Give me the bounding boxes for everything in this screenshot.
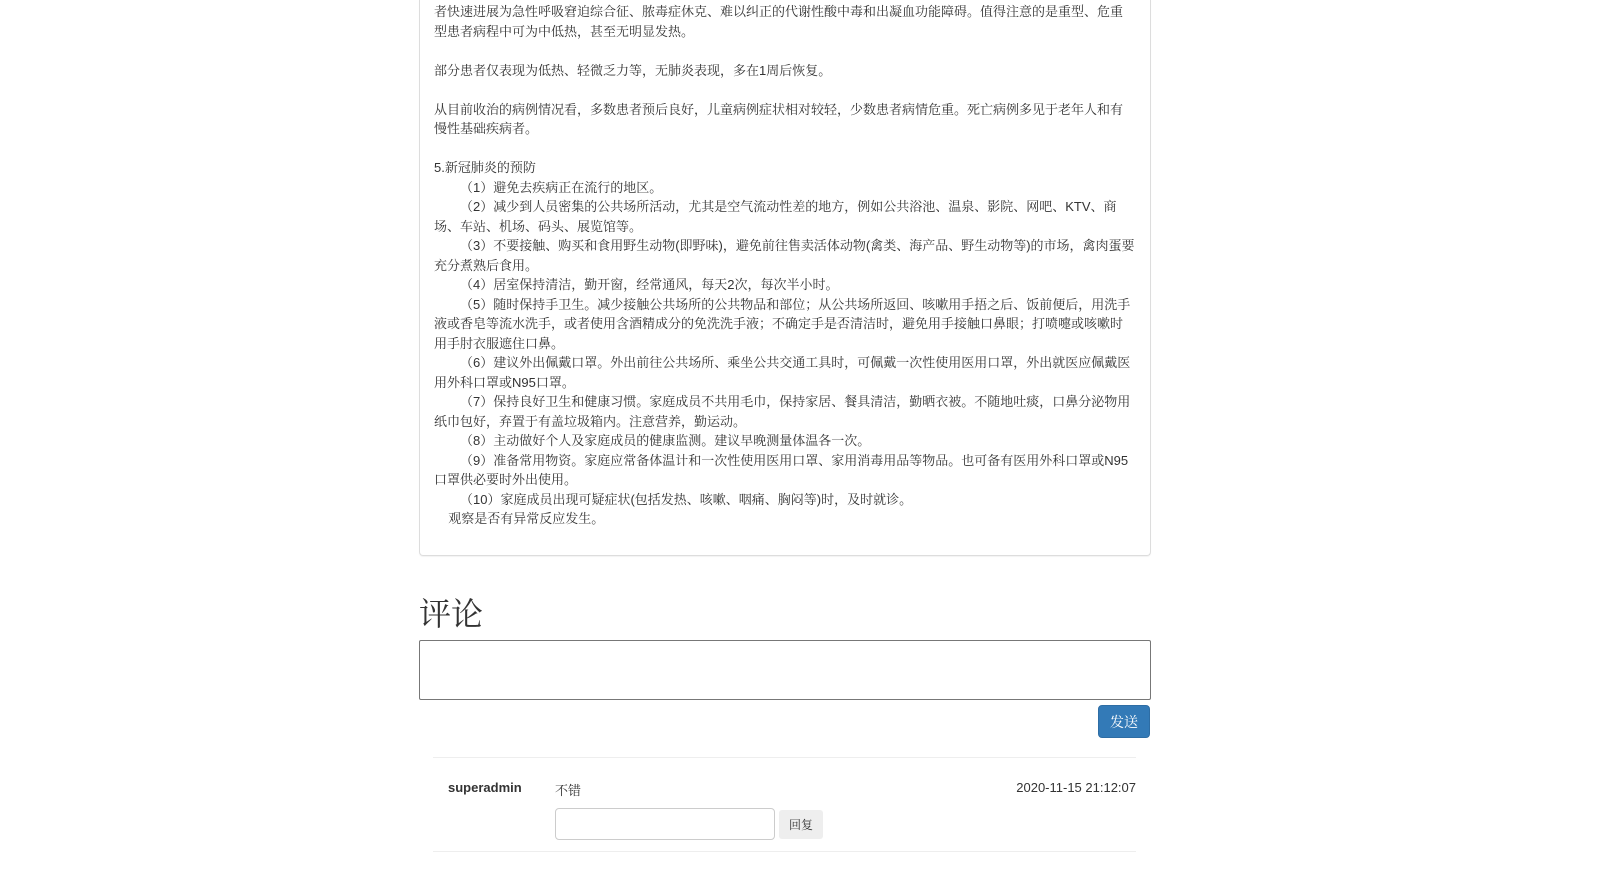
prevention-item: （1）避免去疾病正在流行的地区。 [460,179,663,195]
article-panel [419,0,1151,556]
prevention-item: （9）准备常用物资。家庭应常备体温计和一次性使用医用口罩、家用消毒用品等物品。也可备有医用外科口罩或N95口罩供必要时外出使用。 [434,452,1129,487]
page-container [419,0,1151,832]
comment-author: superadmin [448,780,522,795]
prevention-heading: 5.新冠肺炎的预防 [434,160,536,175]
divider [433,757,1136,758]
comment-text: 不错 [555,783,582,798]
comment-input[interactable] [419,640,1151,700]
reply-button[interactable]: 回复 [779,810,823,839]
prevention-item: （3）不要接触、购买和食用野生动物(即野味)，避免前往售卖活体动物(禽类、海产品、野生动物等)的市场，禽肉蛋要充分煮熟后食用。 [434,238,1135,273]
article-paragraph: 部分患者仅表现为低热、轻微乏力等，无肺炎表现，多在1周后恢复。 [434,62,832,78]
prevention-item: （6）建议外出佩戴口罩。外出前往公共场所、乘坐公共交通工具时，可佩戴一次性使用医用口罩，外出就医应佩戴医用外科口罩或N95口罩。 [434,355,1131,390]
prevention-item: （2）减少到人员密集的公共场所活动，尤其是空气流动性差的地方，例如公共浴池、温泉、影院、网吧、KTV、商场、车站、机场、码头、展览馆等。 [434,199,1117,234]
article-paragraph: 从目前收治的病例情况看，多数患者预后良好，儿童病例症状相对较轻，少数患者病情危重。死亡病例多见于老年人和有慢性基础疾病者。 [434,101,1124,136]
comment-time: 2020-11-15 21:12:07 [1016,780,1136,795]
article-body [434,0,1135,529]
comments-title: 评论 [419,596,484,632]
prevention-item: （5）随时保持手卫生。减少接触公共场所的公共物品和部位；从公共场所返回、咳嗽用手捂之后、饭前便后，用洗手液或香皂等流水洗手，或者使用含酒精成分的免洗洗手液；不确定手是否清洁时，避免用手接触口鼻眼；打喷嚏或咳嗽时用手肘衣服遮住口鼻。 [434,296,1131,351]
closing-line: 观察是否有异常反应发生。 [448,511,605,526]
prevention-item: （10）家庭成员出现可疑症状(包括发热、咳嗽、咽痛、胸闷等)时，及时就诊。 [460,491,913,507]
prevention-item: （8）主动做好个人及家庭成员的健康监测。建议早晚测量体温各一次。 [460,433,871,448]
prevention-item: （7）保持良好卫生和健康习惯。家庭成员不共用毛巾，保持家居、餐具清洁，勤晒衣被。不随地吐痰，口鼻分泌物用纸巾包好，弃置于有盖垃圾箱内。注意营养，勤运动。 [434,394,1131,429]
article-paragraph: 者快速进展为急性呼吸窘迫综合征、脓毒症休克、难以纠正的代谢性酸中毒和出凝血功能障碍。值得注意的是重型、危重型患者病程中可为中低热，甚至无明显发热。 [434,4,1124,39]
send-button[interactable]: 发送 [1098,705,1150,738]
prevention-item: （4）居室保持清洁，勤开窗，经常通风，每天2次，每次半小时。 [460,277,839,292]
divider [433,851,1136,852]
reply-input[interactable] [555,808,775,840]
